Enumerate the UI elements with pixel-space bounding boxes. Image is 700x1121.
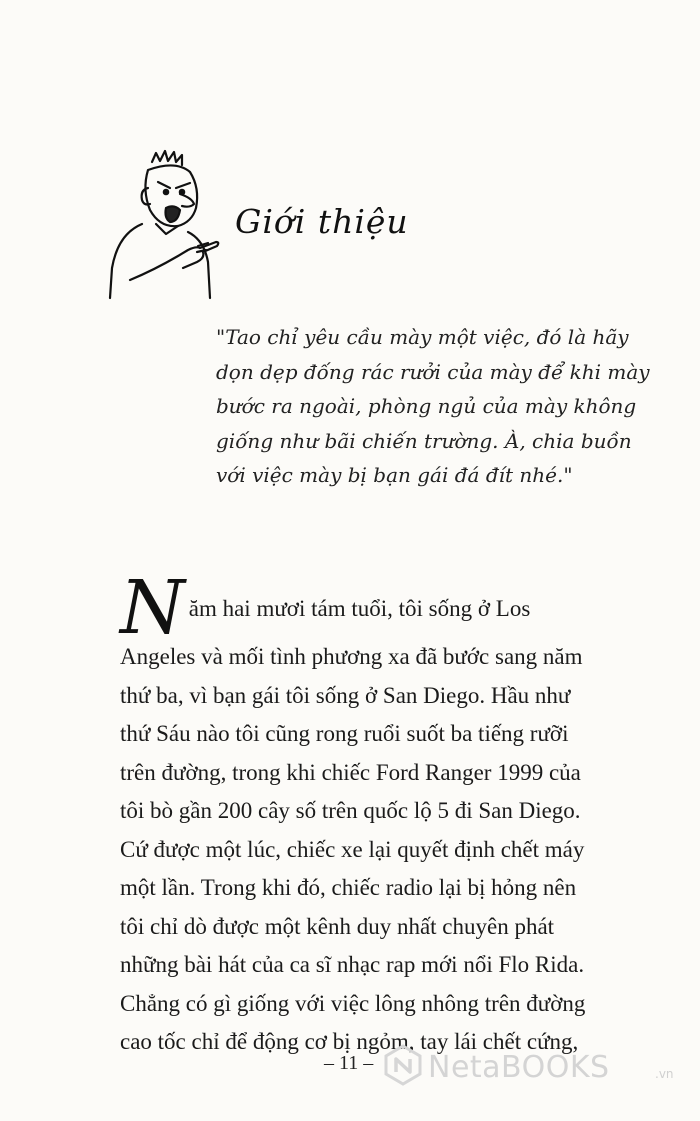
page-number: – 11 – (324, 1052, 374, 1074)
body-line: ăm hai mươi tám tuổi, tôi sống ở Los (188, 596, 531, 621)
body-line: Angeles và mối tình phương xa đã bước sang năm (120, 644, 583, 669)
body-line: thứ Sáu nào tôi cũng rong ruổi suốt ba tiếng rưỡi (120, 721, 569, 746)
brand-domain-suffix: .vn (655, 1067, 674, 1081)
body-line: Cứ được một lúc, chiếc xe lại quyết định chết máy (120, 836, 585, 862)
quote-line: giống như bãi chiến trường. À, chia buồn (216, 428, 632, 453)
body-line: một lần. Trong khi đó, chiếc radio lại bị hỏng nên (120, 875, 577, 900)
quote-line: bước ra ngoài, phòng ngủ của mày không (216, 394, 637, 418)
netabooks-logo-icon (382, 1044, 424, 1086)
body-line: cao tốc chỉ để động cơ bị ngỏm, tay lái chết cứng, (120, 1029, 579, 1054)
body-line: tôi bò gần 200 cây số trên quốc lộ 5 đi San Diego. (120, 798, 581, 823)
chapter-heading: Giới thiệu (235, 202, 409, 241)
body-line: những bài hát của ca sĩ nhạc rap mới nổi Flo Rida. (120, 952, 585, 977)
grumpy-man-illustration (100, 140, 230, 300)
epigraph-quote (216, 320, 650, 493)
body-line: trên đường, trong khi chiếc Ford Ranger 1999 của (120, 759, 581, 785)
body-line: tôi chỉ dò được một kênh duy nhất chuyên phát (120, 913, 555, 939)
page-footer (0, 1052, 700, 1092)
quote-line: với việc mày bị bạn gái đá đít nhé." (216, 463, 573, 487)
body-line: thứ ba, vì bạn gái tôi sống ở San Diego. Hầu như (120, 682, 571, 708)
quote-line: "Tao chỉ yêu cầu mày một việc, đó là hãy (216, 325, 629, 349)
body-paragraph (120, 565, 620, 1062)
brand-watermark: NetaBOOKS (428, 1050, 610, 1085)
drop-cap: N (120, 565, 185, 651)
body-line: Chẳng có gì giống với việc lông nhông trên đường (120, 990, 586, 1016)
quote-line: dọn dẹp đống rác rưởi của mày để khi mày (216, 359, 650, 384)
